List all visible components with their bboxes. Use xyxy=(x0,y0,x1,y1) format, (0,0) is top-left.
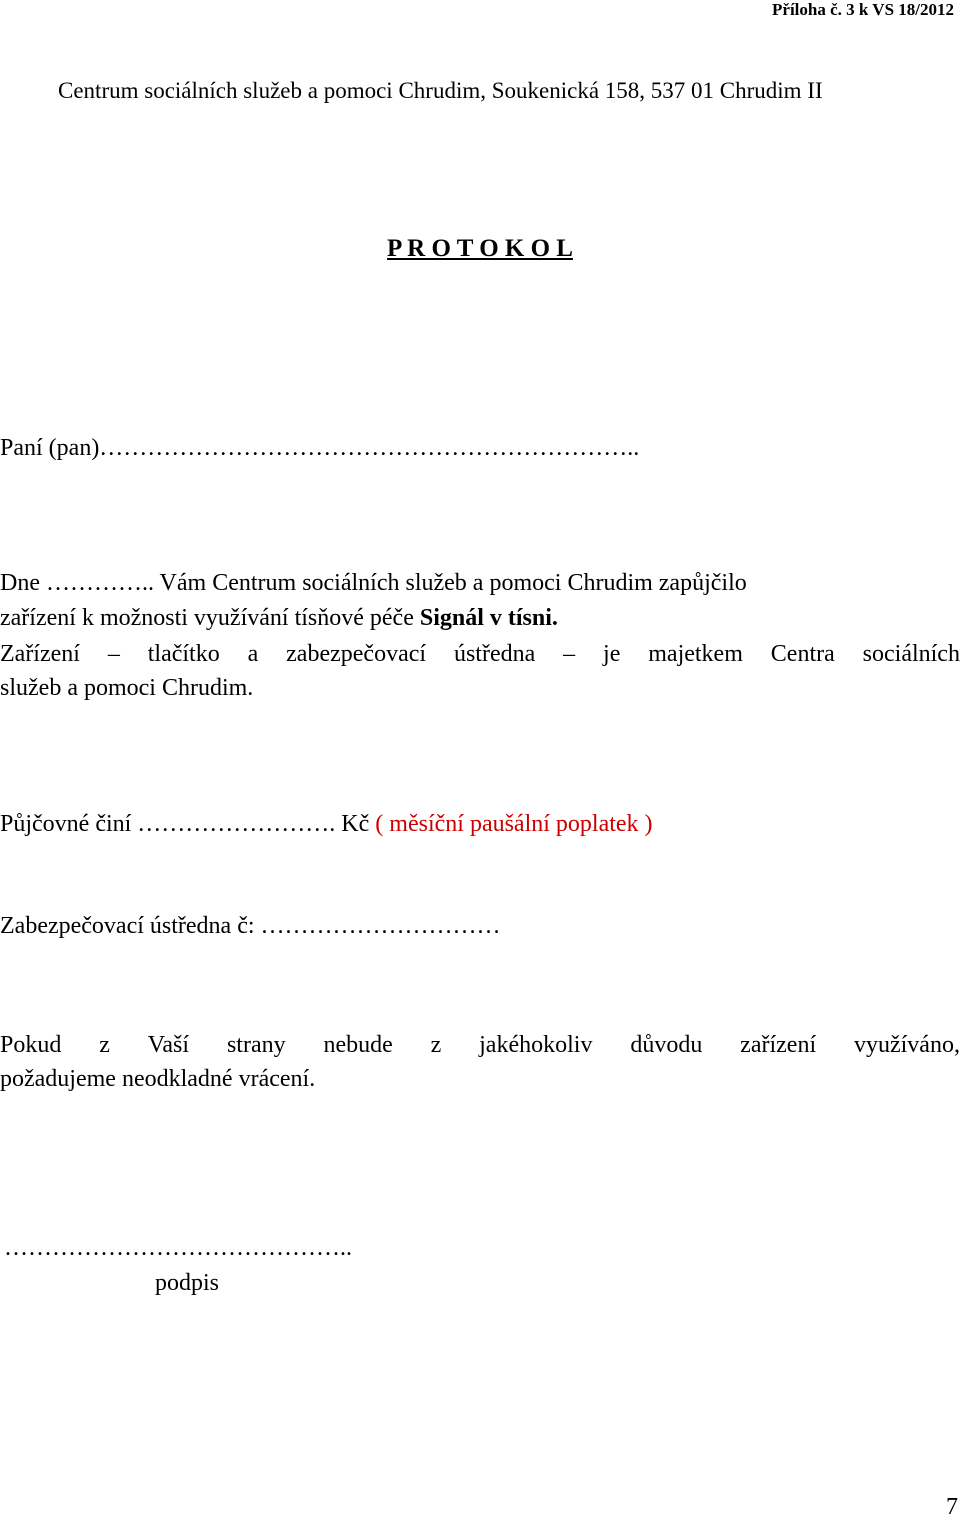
organization-address: Centrum sociálních služeb a pomoci Chrudim, Soukenická 158, 537 01 Chrudim II xyxy=(58,78,823,103)
return-word: nebude xyxy=(323,1032,393,1058)
ownership-word: majetkem xyxy=(648,641,743,667)
fee-label: Půjčovné činí ……………………. Kč xyxy=(0,811,376,837)
signature-line: …………………………………….. xyxy=(4,1235,352,1261)
ownership-word: Centra xyxy=(770,641,835,667)
return-line xyxy=(0,1032,960,1059)
ownership-word: ústředna xyxy=(453,641,536,667)
service-name: Signál v tísni. xyxy=(419,605,558,631)
ownership-line-2: služeb a pomoci Chrudim. xyxy=(0,675,254,701)
fee-note: ( měsíční paušální poplatek ) xyxy=(375,811,653,837)
return-word: zařízení xyxy=(740,1032,817,1058)
ownership-word: zabezpečovací xyxy=(286,641,427,667)
return-word: Vaší xyxy=(147,1032,190,1058)
fee-line xyxy=(0,811,653,838)
ownership-word: a xyxy=(247,641,259,667)
ownership-word: Zařízení xyxy=(0,641,80,667)
return-word: strany xyxy=(226,1032,286,1058)
return-word: Pokud xyxy=(0,1032,62,1058)
ownership-word: tlačítko xyxy=(147,641,220,667)
document-title: P R O T O K O L xyxy=(387,235,573,262)
loan-purpose-text: zařízení k možnosti využívání tísňové péče xyxy=(0,605,420,631)
loan-date-line: Dne ………….. Vám Centrum sociálních služeb a pomoci Chrudim zapůjčilo xyxy=(0,570,747,596)
person-line: Paní (pan)………………………………………………………….. xyxy=(0,435,640,461)
loan-purpose-line xyxy=(0,605,558,632)
ownership-word: sociálních xyxy=(862,641,960,667)
page-number: 7 xyxy=(946,1494,958,1520)
return-word: z xyxy=(430,1032,442,1058)
station-line: Zabezpečovací ústředna č: ………………………… xyxy=(0,913,501,939)
return-word: jakéhokoliv xyxy=(479,1032,593,1058)
ownership-line xyxy=(0,641,960,668)
annex-reference: Příloha č. 3 k VS 18/2012 xyxy=(772,0,954,19)
return-word: využíváno, xyxy=(853,1032,960,1058)
signature-label: podpis xyxy=(155,1270,220,1296)
return-word: důvodu xyxy=(630,1032,703,1058)
return-word: z xyxy=(99,1032,110,1058)
ownership-word: – xyxy=(563,641,576,667)
return-line-2: požadujeme neodkladné vrácení. xyxy=(0,1066,316,1092)
ownership-word: je xyxy=(603,641,621,667)
ownership-word: – xyxy=(107,641,120,667)
